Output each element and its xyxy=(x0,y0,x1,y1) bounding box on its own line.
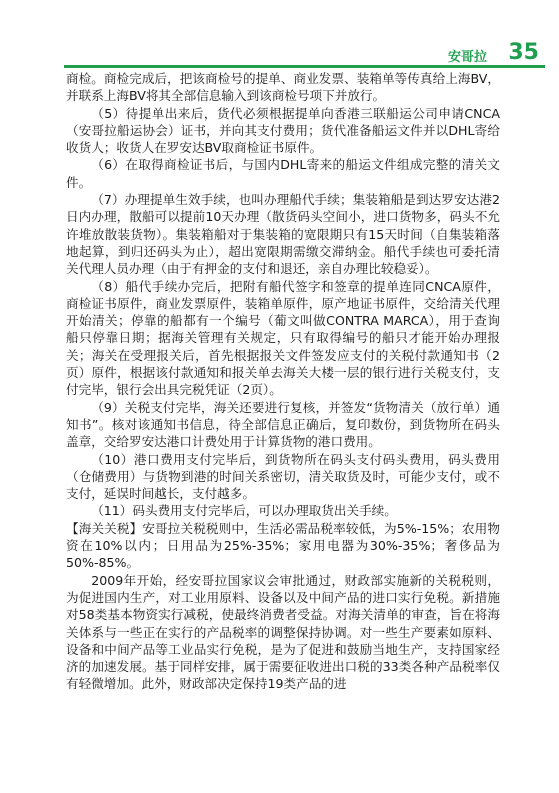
paragraph-8: （11）码头费用支付完毕后，可以办理取货出关手续。 xyxy=(91,503,397,519)
paragraph-3: （6）在取得商检证书后，与国内DHL寄来的船运文件组成完整的清关文件。 xyxy=(66,157,500,190)
paragraph-5: （8）船代手续办完后，把附有船代签字和签章的提单连同CNCA原件，商检证书原件，商业发票原件，装箱单原件，原产地证书原件，交给清关代理开始清关；停靠的船都有一个编号（葡文叫做CONTRA MARCA），用于查询船只停靠日期；据海关管理有关规定，只有取得编号的船只才能开始办理报关；海关在受理报关后，首先根据报关文件签发应支付的关税付款通知书（2页）原件，根据该付款通知和报关单去海关大楼一层的银行进行关税支付，支付完毕，银行会出具完税凭证（2页）。 xyxy=(66,278,500,398)
paragraph-6: （9）关税支付完毕，海关还要进行复核，并签发“货物清关（放行单）通知书”。核对该通知书信息，待全部信息正确后，复印数份，到货物所在码头盖章，交给罗安达港口计费处用于计算货物的港口费用。 xyxy=(66,399,500,450)
header-rule xyxy=(64,65,545,68)
paragraph-1: 商检。商检完成后，把该商检号的提单、商业发票、装箱单等传真给上海BV，并联系上海BV将其全部信息输入到该商检号项下并放行。 xyxy=(66,71,500,104)
paragraph-7: （10）港口费用支付完毕后，到货物所在码头支付码头费用，码头费用（仓储费用）与货物到港的时间关系密切，清关取货及时，可能少支付，或不支付，延误时间越长，支付越多。 xyxy=(66,451,500,502)
header-title: 安哥拉 xyxy=(447,50,487,65)
paragraph-4: （7）办理提单生效手续，也叫办理船代手续；集装箱船是到达罗安达港2日内办理，散船可以提前10天办理（散货码头空间小，进口货物多，码头不允许堆放散装货物）。集装箱船对于集装箱的宽限期只有15天时间（自集装箱落地起算，到归还码头为止），超出宽限期需缴交滞纳金。船代手续也可委托清关代理人员办理（由于有押金的支付和退还，亲自办理比较稳妥）。 xyxy=(66,192,500,277)
paragraph-customs-tariff: 【海关关税】安哥拉关税税则中，生活必需品税率较低，为5%-15%；农用物资在10%以内；日用品为25%-35%；家用电器为30%-35%；奢侈品为50%-85%。 xyxy=(66,520,500,571)
page-number: 35 xyxy=(508,40,539,65)
paragraph-2009: 2009年开始，经安哥拉国家议会审批通过，财政部实施新的关税税则，为促进国内生产，对工业用原料、设备以及中间产品的进口实行免税。新措施对58类基本物资实行减税，使最终消费者受益。对海关清单的审查，旨在将海关体系与一些正在实行的产品税率的调整保持协调。对一些生产要素如原料、设备和中间产品等工业品实行免税，是为了促进和鼓励当地生产，支持国家经济的加速发展。基于同样安排，属于需要征收进出口税的33类各种产品税率仅有轻微增加。此外，财政部决定保持19类产品的进 xyxy=(66,572,500,692)
paragraph-2: （5）待提单出来后，货代必须根据提单向香港三联船运公司申请CNCA（安哥拉船运协会）证书，并向其支付费用；货代准备船运文件并以DHL寄给收货人；收货人在罗安达BV取商检证书原件。 xyxy=(66,105,500,156)
body-text xyxy=(66,70,500,693)
